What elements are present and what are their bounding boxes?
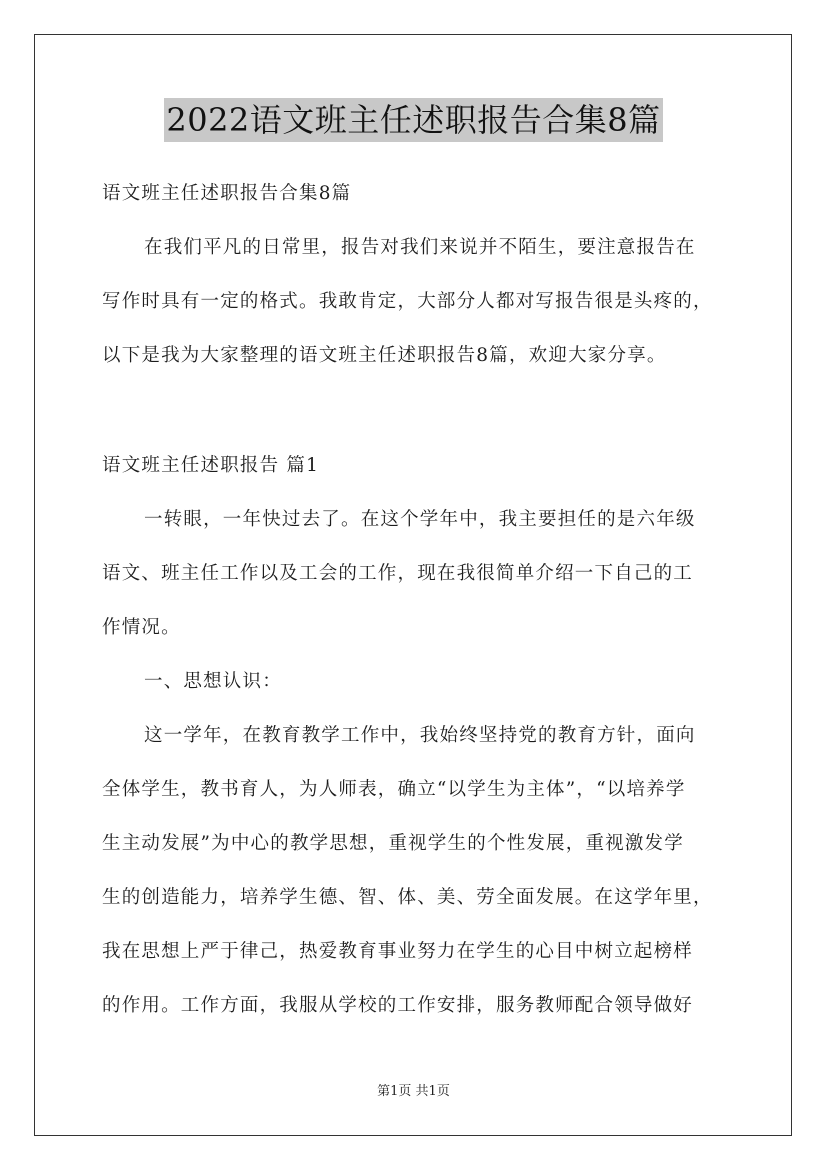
paragraph-line: 作情况。 [102,617,181,638]
paragraph-line: 生的创造能力，培养学生德、智、体、美、劳全面发展。在这学年里， [102,887,713,908]
paragraph-line: 一、思想认识： [144,671,282,692]
paragraph-line: 写作时具有一定的格式。我敢肯定，大部分人都对写报告很是头疼的， [102,291,713,312]
page-footer: 第1页 共1页 [377,1084,450,1099]
paragraph-line: 在我们平凡的日常里，报告对我们来说并不陌生，要注意报告在 [144,237,696,258]
paragraph-line: 我在思想上严于律己，热爱教育事业努力在学生的心目中树立起榜样 [102,941,694,962]
paragraph-line: 一转眼，一年快过去了。在这个学年中，我主要担任的是六年级 [144,509,696,530]
paragraph-line: 的作用。工作方面，我服从学校的工作安排，服务教师配合领导做好 [102,995,694,1016]
paragraph-line: 语文、班主任工作以及工会的工作，现在我很简单介绍一下自己的工 [102,563,694,584]
paragraph-line: 以下是我为大家整理的语文班主任述职报告8篇，欢迎大家分享。 [102,345,667,366]
paragraph-line: 这一学年，在教育教学工作中，我始终坚持党的教育方针，面向 [144,725,696,746]
document-title: 2022语文班主任述职报告合集8篇 [164,98,662,142]
paragraph-line: 语文班主任述职报告 篇1 [102,455,320,476]
paragraph-line: 语文班主任述职报告合集8篇 [102,183,352,204]
paragraph-line: 全体学生，教书育人，为人师表，确立“以学生为主体”，“以培养学 [102,779,686,800]
title-container [0,98,827,142]
paragraph-line: 生主动发展”为中心的教学思想，重视学生的个性发展，重视激发学 [102,833,684,854]
